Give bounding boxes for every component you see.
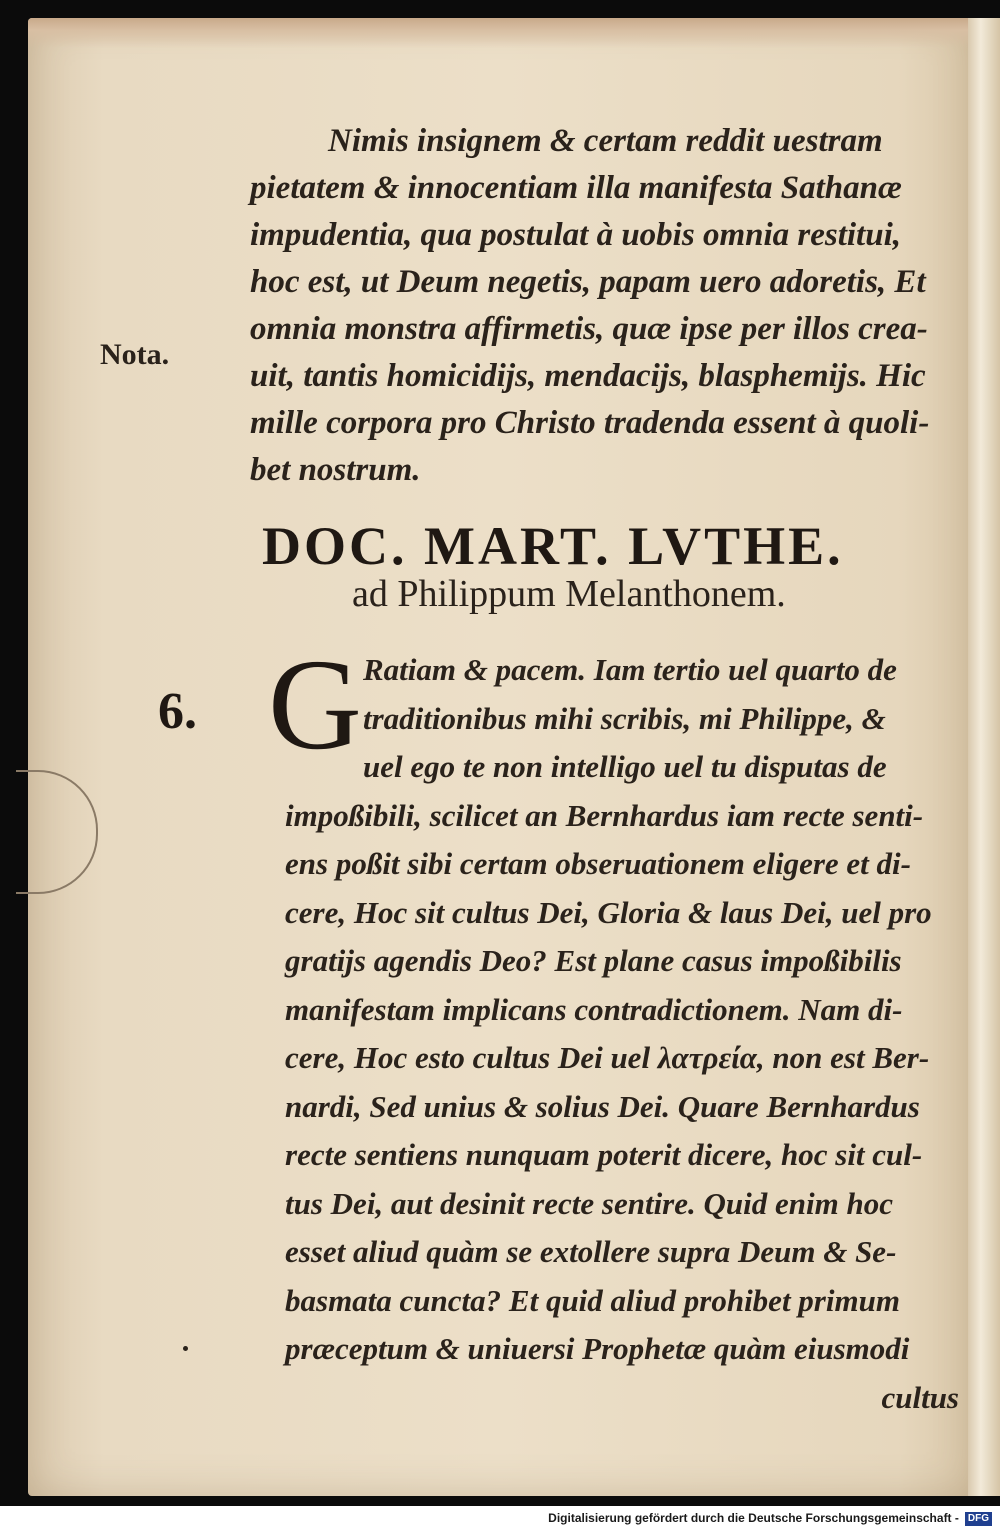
- text-line: impudentia, qua postulat à uobis omnia restitui,: [250, 217, 901, 253]
- text-line: uit, tantis homicidijs, mendacijs, blasphemijs. Hic: [250, 358, 926, 394]
- text-line: cere, Hoc sit cultus Dei, Gloria & laus Dei, uel pro: [285, 894, 932, 930]
- text-line: nardi, Sed unius & solius Dei. Quare Bernhardus: [285, 1088, 920, 1124]
- text-line: esset aliud quàm se extollere supra Deum & Se-: [285, 1234, 897, 1269]
- section-subheading: ad Philippum Melanthonem.: [352, 573, 786, 615]
- text-line: gratijs agendis Deo? Est plane casus impoßibilis: [285, 943, 902, 978]
- text-line: bet nostrum.: [250, 452, 421, 488]
- text-line: hoc est, ut Deum negetis, papam uero adoretis, Et: [250, 264, 926, 300]
- text-line: mille corpora pro Christo tradenda essent à quoli-: [250, 405, 930, 441]
- text-line: omnia monstra affirmetis, quæ ipse per illos crea-: [250, 311, 928, 347]
- text-line: pietatem & innocentiam illa manifesta Sathanæ: [250, 170, 902, 206]
- margin-note: Nota.: [100, 338, 170, 371]
- catchword: cultus: [881, 1379, 959, 1415]
- page-top-edge: [28, 18, 974, 48]
- text-line: præceptum & uniuersi Prophetæ quàm eiusmodi: [285, 1331, 910, 1366]
- section-number: 6.: [158, 683, 197, 740]
- text-line: tus Dei, aut desinit recte sentire. Quid enim hoc: [285, 1185, 893, 1221]
- text-line: cere, Hoc esto cultus Dei uel λατρεία, non est Ber-: [285, 1040, 930, 1075]
- text-line: uel ego te non intelligo uel tu disputas de: [363, 749, 887, 784]
- text-line: recte sentiens nunquam poterit dicere, hoc sit cul-: [285, 1137, 923, 1172]
- text-line: basmata cuncta? Et quid aliud prohibet primum: [285, 1282, 900, 1318]
- section-heading: DOC. MART. LVTHE.: [262, 516, 844, 576]
- dfg-logo-icon: DFG: [965, 1512, 992, 1526]
- drop-cap: G: [268, 633, 362, 777]
- text-line: manifestam implicans contradictionem. Nam di-: [285, 991, 903, 1027]
- footer-bar: [0, 1506, 1000, 1531]
- letter-paragraph: [285, 646, 975, 1422]
- text-line: ens poßit sibi certam obseruationem eligere et di-: [285, 846, 911, 881]
- ink-dot: [183, 1346, 188, 1351]
- text-line: traditionibus mihi scribis, mi Philippe, &: [363, 700, 886, 736]
- body-paragraph: [250, 118, 970, 494]
- text-line: Nimis insignem & certam reddit uestram: [328, 123, 883, 159]
- footer-text: Digitalisierung gefördert durch die Deutsche Forschungsgemeinschaft -: [548, 1511, 959, 1525]
- text-line: Ratiam & pacem. Iam tertio uel quarto de: [363, 652, 897, 687]
- text-line: impoßibili, scilicet an Bernhardus iam recte senti-: [285, 797, 924, 833]
